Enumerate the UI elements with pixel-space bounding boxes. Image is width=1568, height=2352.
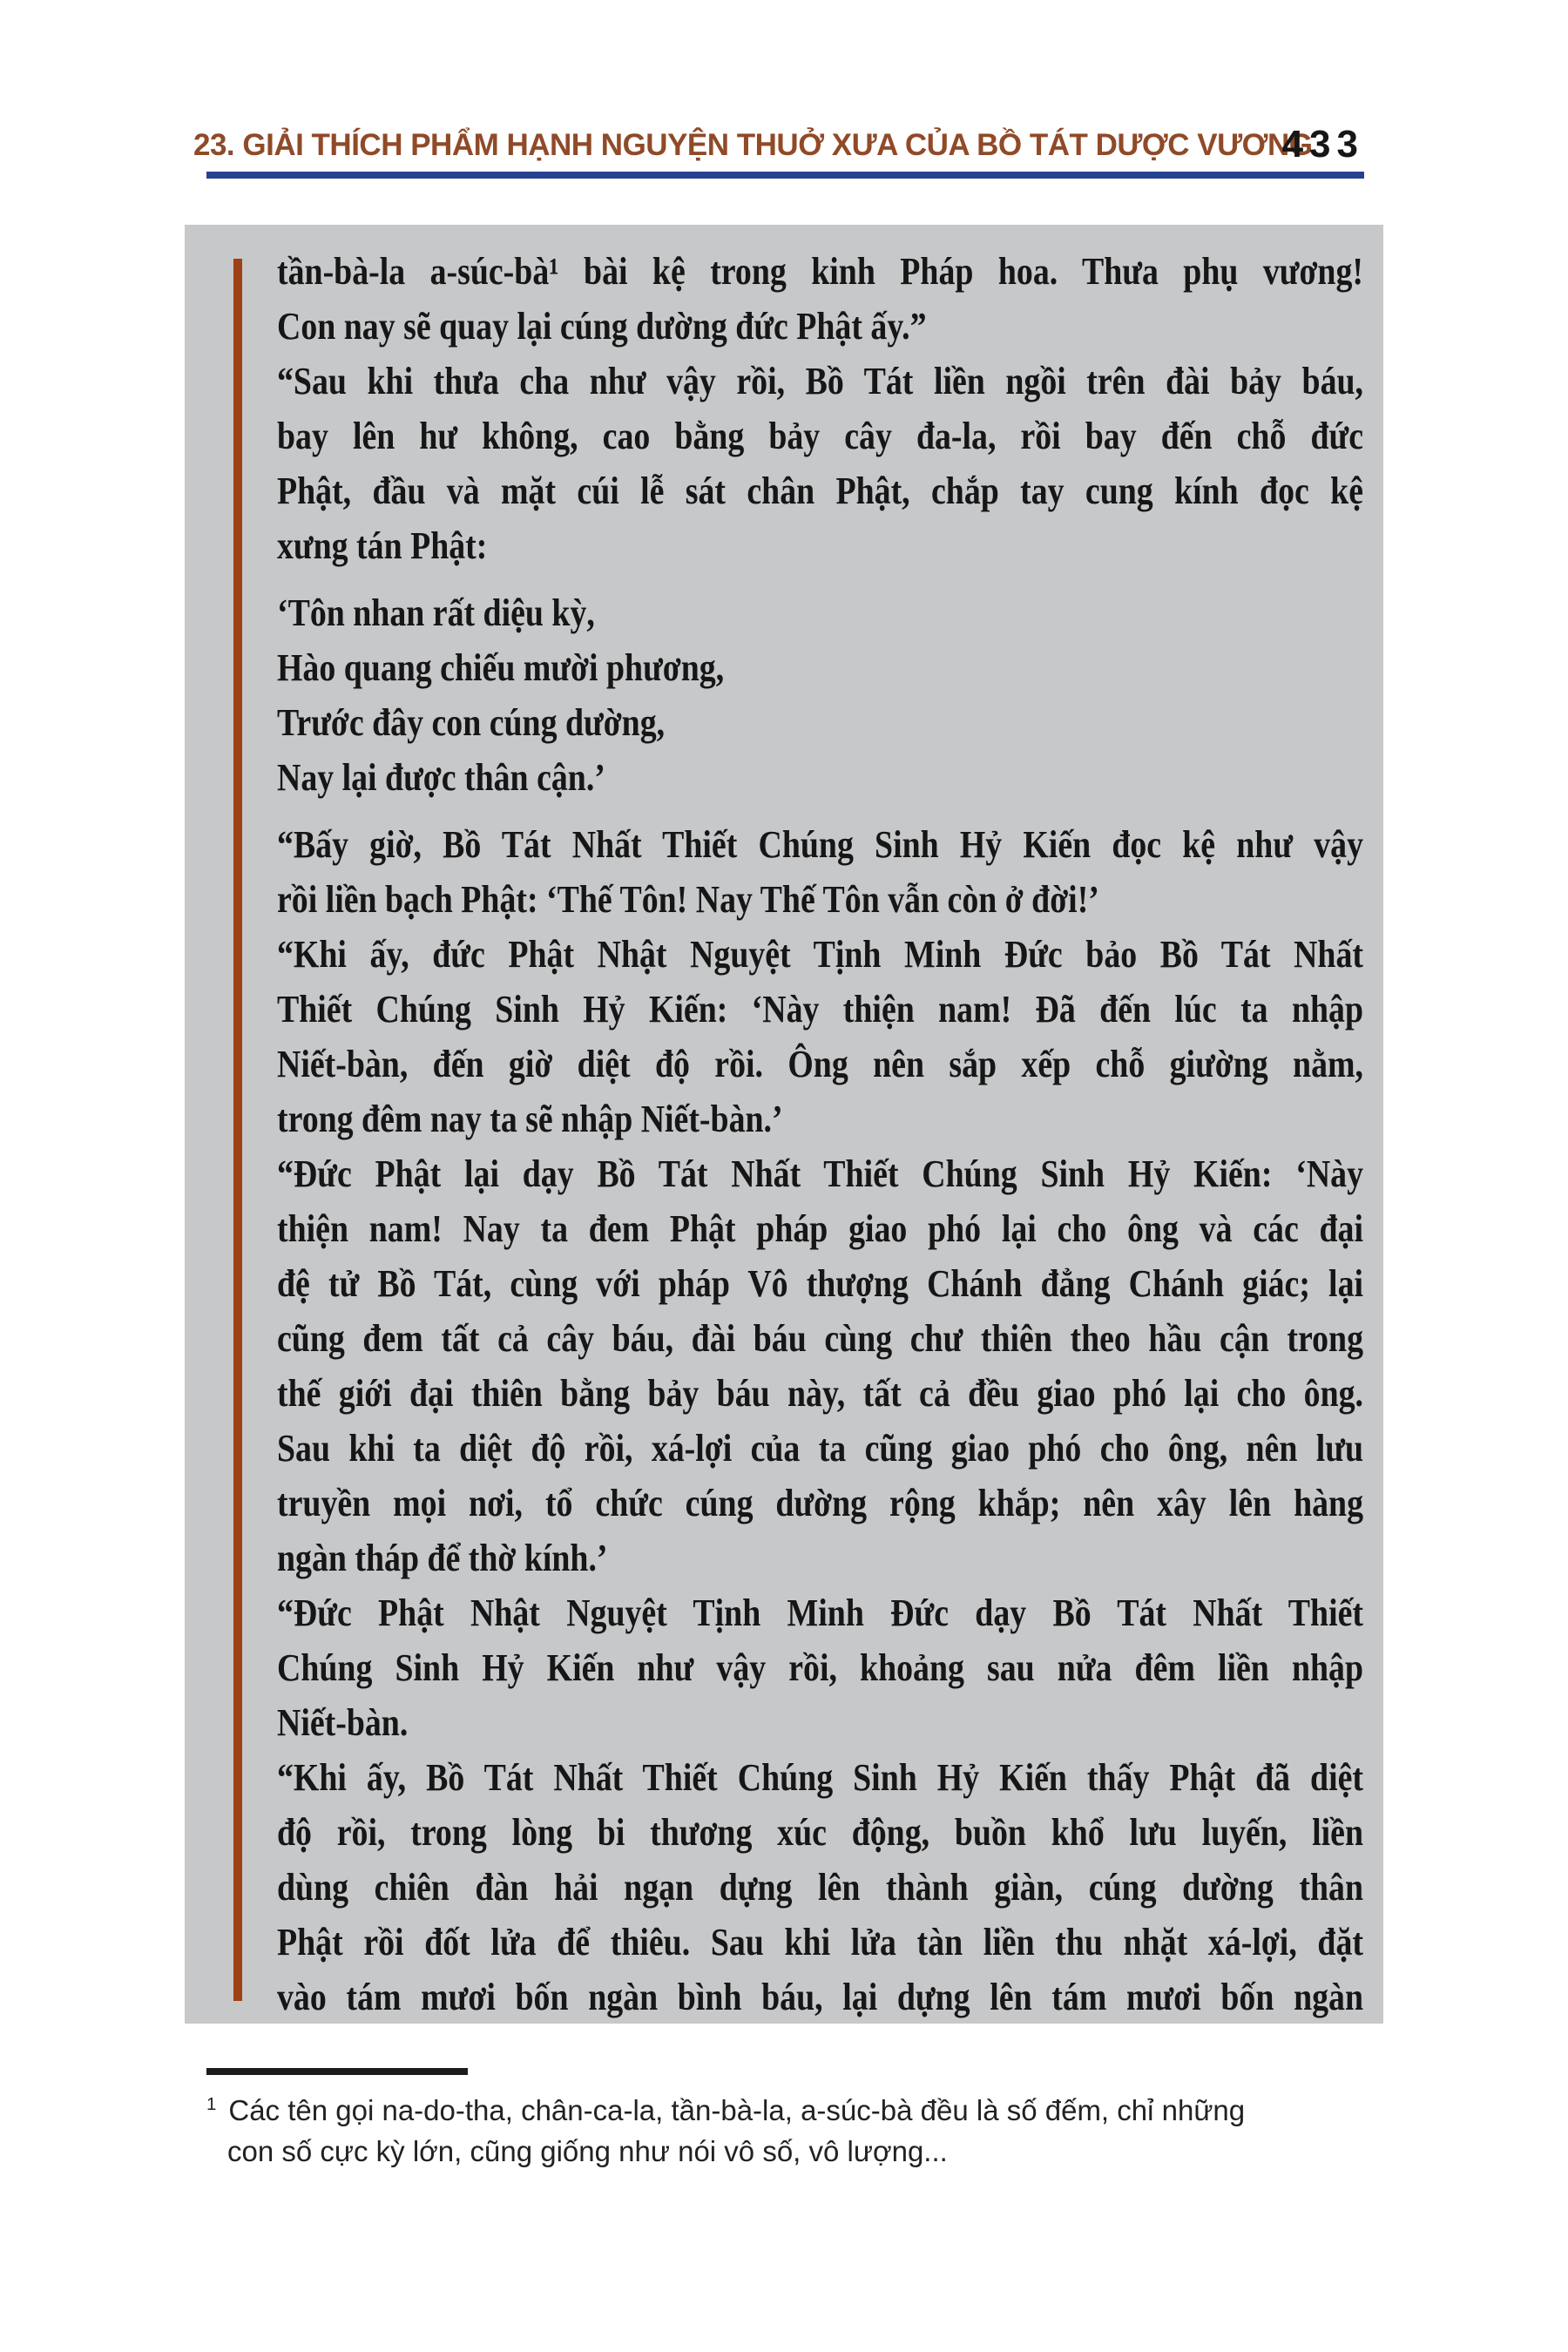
quote-line: xưng tán Phật: [277, 524, 488, 567]
page-number: 433 [1281, 123, 1364, 166]
footnote-line [206, 2084, 1374, 2131]
quote-line: “Sau khi thưa cha như vậy rồi, Bồ Tát liền ngồi trên đài bảy báu, [277, 360, 1363, 402]
quote-line: cũng đem tất cả cây báu, đài báu cùng chư thiên theo hầu cận trong [277, 1317, 1363, 1360]
footnote-text: Các tên gọi na-do-tha, chân-ca-la, tần-bà-la, a-súc-bà đều là số đếm, chỉ những [228, 2094, 1246, 2126]
quote-line: ngàn tháp để thờ kính.’ [277, 1537, 608, 1579]
quote-line: bay lên hư không, cao bằng bảy cây đa-la, rồi bay đến chỗ đức [277, 415, 1363, 457]
quote-line: Chúng Sinh Hỷ Kiến như vậy rồi, khoảng sau nửa đêm liền nhập [277, 1646, 1363, 1689]
verse-line: Nay lại được thân cận.’ [277, 756, 605, 799]
quote-line: truyền mọi nơi, tổ chức cúng dường rộng khắp; nên xây lên hàng [277, 1482, 1363, 1524]
quote-line: thiện nam! Nay ta đem Phật pháp giao phó lại cho ông và các đại [277, 1207, 1363, 1250]
quote-line: vào tám mươi bốn ngàn bình báu, lại dựng lên tám mươi bốn ngàn [277, 1976, 1363, 2018]
quote-line: trong đêm nay ta sẽ nhập Niết-bàn.’ [277, 1098, 783, 1140]
quote-line: rồi liền bạch Phật: ‘Thế Tôn! Nay Thế Tôn vẫn còn ở đời!’ [277, 878, 1099, 921]
quote-line: đệ tử Bồ Tát, cùng với pháp Vô thượng Chánh đẳng Chánh giác; lại [277, 1262, 1363, 1305]
quote-line: Thiết Chúng Sinh Hỷ Kiến: ‘Này thiện nam! Đã đến lúc ta nhập [277, 988, 1363, 1031]
footnote-separator [206, 2068, 468, 2075]
footnote-marker: 1 [206, 2094, 217, 2114]
quote-line: Phật rồi đốt lửa để thiêu. Sau khi lửa tàn liền thu nhặt xá-lợi, đặt [277, 1921, 1363, 1963]
quote-line: “Khi ấy, đức Phật Nhật Nguyệt Tịnh Minh Đức bảo Bồ Tát Nhất [277, 933, 1363, 976]
quote-line: Niết-bàn, đến giờ diệt độ rồi. Ông nên sắp xếp chỗ giường nằm, [277, 1043, 1363, 1085]
quote-line: “Đức Phật Nhật Nguyệt Tịnh Minh Đức dạy Bồ Tát Nhất Thiết [277, 1592, 1363, 1634]
quote-line: thế giới đại thiên bằng bảy báu này, tất cả đều giao phó lại cho ông. [277, 1372, 1363, 1415]
quotation-accent-bar [233, 259, 242, 2001]
chapter-heading: 23. GIẢI THÍCH PHẨM HẠNH NGUYỆN THUỞ XƯA CỦA BỒ TÁT DƯỢC VƯƠNG [193, 128, 1313, 162]
footnote [206, 2084, 1374, 2172]
quote-line: Sau khi ta diệt độ rồi, xá-lợi của ta cũng giao phó cho ông, nên lưu [277, 1427, 1363, 1470]
verse-line: ‘Tôn nhan rất diệu kỳ, [277, 591, 595, 634]
quote-line: “Khi ấy, Bồ Tát Nhất Thiết Chúng Sinh Hỷ Kiến thấy Phật đã diệt [277, 1756, 1363, 1799]
quote-line: “Bấy giờ, Bồ Tát Nhất Thiết Chúng Sinh Hỷ Kiến đọc kệ như vậy [277, 823, 1363, 866]
footnote-line: con số cực kỳ lớn, cũng giống như nói vô số, vô lượng... [227, 2135, 948, 2167]
quotation-text [277, 244, 1363, 2024]
header-rule [206, 172, 1364, 179]
quote-line: Phật, đầu và mặt cúi lễ sát chân Phật, chắp tay cung kính đọc kệ [277, 470, 1363, 512]
quote-line: độ rồi, trong lòng bi thương xúc động, buồn khổ lưu luyến, liền [277, 1811, 1363, 1854]
quote-line: Niết-bàn. [277, 1701, 409, 1744]
quote-line: “Đức Phật lại dạy Bồ Tát Nhất Thiết Chúng Sinh Hỷ Kiến: ‘Này [277, 1152, 1363, 1195]
verse-line: Hào quang chiếu mười phương, [277, 646, 725, 689]
verse-line: Trước đây con cúng dường, [277, 701, 666, 744]
quote-line: tần-bà-la a-súc-bà¹ bài kệ trong kinh Pháp hoa. Thưa phụ vương! [277, 250, 1363, 293]
quote-line: Con nay sẽ quay lại cúng dường đức Phật ấy.” [277, 305, 927, 348]
quote-line: dùng chiên đàn hải ngạn dựng lên thành giàn, cúng dường thân [277, 1866, 1363, 1909]
